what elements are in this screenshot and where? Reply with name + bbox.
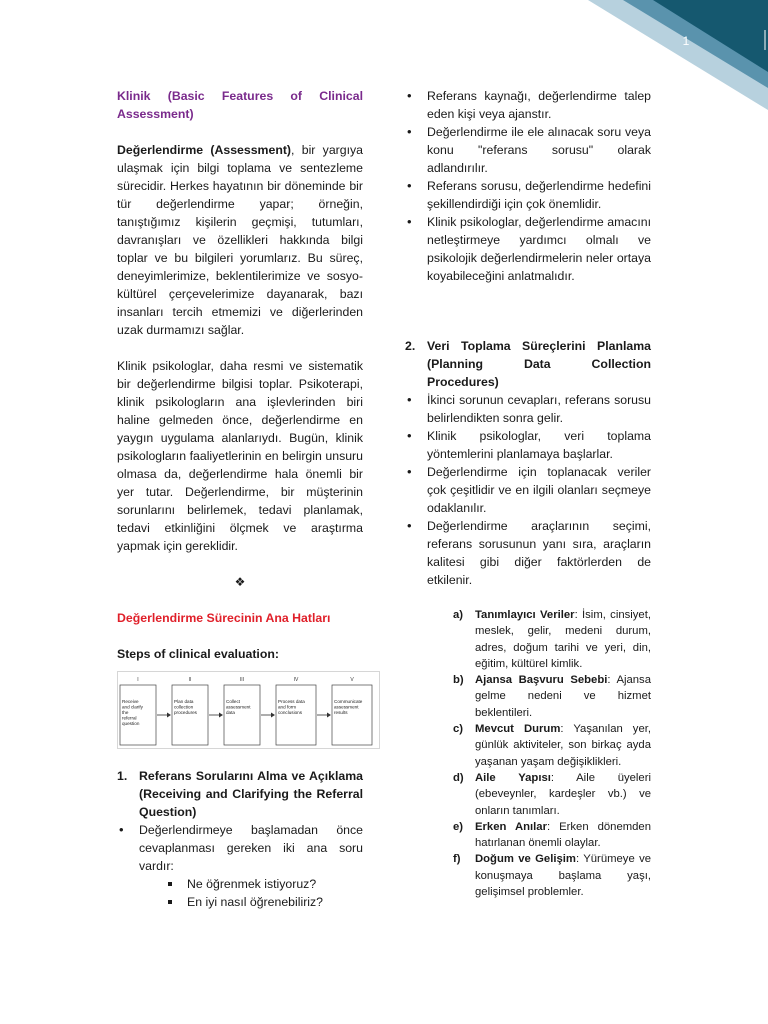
document-title: Klinik (Basic Features of Clinical Assessment) — [117, 89, 363, 121]
list-item: • Değerlendirmeye başlamadan önce cevaplanması gereken iki ana soru vardır: — [117, 821, 363, 875]
step-label: Plan data — [174, 699, 194, 704]
list-text: : Yaşanılan yer, günlük aktiviteler, son birkaç ayda yaşanan yaşam değişiklikleri. — [475, 723, 652, 768]
list-marker: e) — [453, 820, 464, 833]
step-label: Receive — [122, 699, 139, 704]
step-label: Collect — [226, 699, 241, 704]
list-term: Ajansa Başvuru Sebebi — [475, 674, 608, 687]
list-item: • Değerlendirme ile ele alınacak soru veya konu "referans sorusu" olarak adlandırılır. — [405, 123, 651, 177]
section-1-bullets — [117, 821, 363, 875]
list-term: Mevcut Durum — [475, 723, 561, 736]
step-label: assessment — [334, 704, 359, 710]
step-label: assessment — [226, 704, 251, 710]
step-numeral: III — [239, 677, 245, 683]
list-marker: a) — [453, 609, 464, 621]
list-item: • Klinik psikologlar, veri toplama yöntemlerini planlamaya başlarlar. — [405, 427, 651, 463]
list-text: : Aile üyeleri (ebeveynler, kardeşler vb.) ve onların tanımları. — [475, 771, 651, 817]
data-types-list — [405, 607, 651, 900]
step-arrowhead — [327, 713, 331, 718]
list-marker: c) — [453, 723, 464, 736]
list-text: : İsim, cinsiyet, meslek, gelir, medeni durum, adres, doğum tarihi ve yeri, din, eğitim, kültürel kimlik. — [475, 609, 651, 670]
section-2 — [405, 337, 651, 900]
list-item: • Referans sorusu, değerlendirme hedefini şekillendirdiği için çok önemlidir. — [405, 177, 651, 213]
step-label: data — [226, 710, 235, 715]
section-2-bullets — [405, 391, 651, 589]
step-label: procedures — [174, 710, 197, 715]
step-box — [276, 685, 316, 745]
step-arrowhead — [271, 713, 275, 718]
list-item: En iyi nasıl öğrenebiliriz? — [167, 893, 363, 911]
clinical-paragraph: Klinik psikologlar, daha resmi ve sistematik bir değerlendirme bilgisi toplar. Psikoterapi, klinik psikologların ana işlevlerinden biri haline gelmeden önce, değerlendirme en yaygın uygulama alanlarıydı. Bugün, klinik psikologların faaliyetlerinin en belirgin unsuru olmasa da, değerlendirme hala önemli bir yer tutar. Değerlendirme, bir müşterinin sorunlarını belirlemek, tedavi planlamak, tedavi etkinliğini ölçmek ve araştırma yapmak için gereklidir. — [117, 359, 363, 553]
section-1-subitems — [117, 875, 363, 911]
section-1-number: 1. — [117, 769, 128, 783]
list-item: • Değerlendirme için toplanacak veriler çok çeşitlidir ve en ilgili olanları seçmeye odaklanılır. — [405, 463, 651, 517]
step-arrowhead — [219, 713, 223, 718]
section-2-number: 2. — [405, 339, 416, 353]
steps-heading: Steps of clinical evaluation: — [117, 647, 279, 661]
step-numeral: II — [188, 677, 192, 683]
list-item: • Klinik psikologlar, değerlendirme amacını netleştirmeye yardımcı olmalı ve psikolojik değerlendirmelerin neler ortaya koyabileceğini anlatmalıdır. — [405, 213, 651, 285]
list-item: • Değerlendirme araçlarının seçimi, referans sorusunun yanı sıra, araçların kalitesi gibi diğer faktörlerden de etkilenir. — [405, 517, 651, 589]
step-label: Communicate — [334, 699, 363, 704]
referral-bullets — [405, 87, 651, 285]
left-column — [117, 87, 363, 911]
step-box — [332, 685, 372, 745]
intro-paragraph — [117, 141, 363, 339]
section-2-title: Veri Toplama Süreçlerini Planlama (Planning Data Collection Procedures) — [427, 339, 651, 389]
step-label: referral — [122, 715, 137, 721]
list-text: : Ajansa gelme nedeni ve hizmet beklentileri. — [475, 674, 651, 719]
list-item — [453, 770, 651, 819]
step-label: Process data — [278, 699, 305, 704]
list-item — [453, 851, 651, 900]
step-label: the — [122, 710, 129, 715]
step-label: and clarify — [122, 704, 143, 710]
page-number: 1 — [682, 34, 690, 48]
step-arrowhead — [167, 713, 171, 718]
list-item — [453, 721, 651, 770]
list-text: : Erken dönemden hatırlanan önemli olaylar. — [475, 820, 651, 850]
step-box — [172, 685, 208, 745]
section-1-heading — [117, 767, 363, 821]
section-1 — [117, 767, 363, 911]
step-numeral: V — [350, 677, 354, 683]
step-label: results — [334, 710, 348, 715]
list-item — [453, 607, 651, 672]
list-term: Tanımlayıcı Veriler — [475, 609, 575, 621]
section-heading: Değerlendirme Sürecinin Ana Hatları — [117, 611, 331, 625]
list-term: Aile Yapısı — [475, 771, 551, 784]
intro-text: , bir yargıya ulaşmak için bilgi toplama ve sentezleme sürecidir. Herkes hayatının bir döneminde bir tür değerlendirme yapar; örneğin, tanıştığımız kişilerin geçmişi, tutumları, davranışları ve özellikleri hakkında bilgi toplar ve bu bilgileri yorumlarız. Bu süreç, deneyimlerimize, beklentilerimize ve sosyo-kültürel çerçevelerimize dayanarak, bazı insanları tercih etmemizi ve diğerlerinden uzak durmamızı sağlar. — [117, 143, 363, 337]
list-marker: f) — [453, 853, 461, 866]
step-numeral: I — [137, 677, 139, 683]
list-term: Erken Anılar — [475, 820, 547, 833]
section-2-heading — [405, 337, 651, 391]
list-item — [453, 672, 651, 721]
step-label: conclusions — [278, 710, 303, 715]
right-column — [405, 87, 651, 900]
list-marker: d) — [453, 771, 464, 784]
list-item: Ne öğrenmek istiyoruz? — [167, 875, 363, 893]
list-marker: b) — [453, 674, 464, 687]
step-label: collection — [174, 704, 194, 710]
list-item — [453, 819, 651, 852]
step-box — [224, 685, 260, 745]
list-term: Doğum ve Gelişim — [475, 853, 576, 866]
intro-term: Değerlendirme (Assessment) — [117, 143, 292, 157]
section-1-title: Referans Sorularını Alma ve Açıklama (Receiving and Clarifying the Referral Question) — [139, 769, 363, 819]
list-item: • İkinci sorunun cevapları, referans sorusu belirlendikten sonra gelir. — [405, 391, 651, 427]
divider-symbol: ❖ — [234, 575, 246, 589]
list-item: • Referans kaynağı, değerlendirme talep eden kişi veya ajanstır. — [405, 87, 651, 123]
list-text: : Yürümeye ve konuşmaya başlama yaşı, gelişimsel problemler. — [475, 853, 651, 899]
step-numeral: IV — [293, 677, 299, 683]
step-label: question — [122, 721, 140, 726]
steps-diagram — [117, 671, 381, 749]
step-label: and form — [278, 704, 297, 710]
